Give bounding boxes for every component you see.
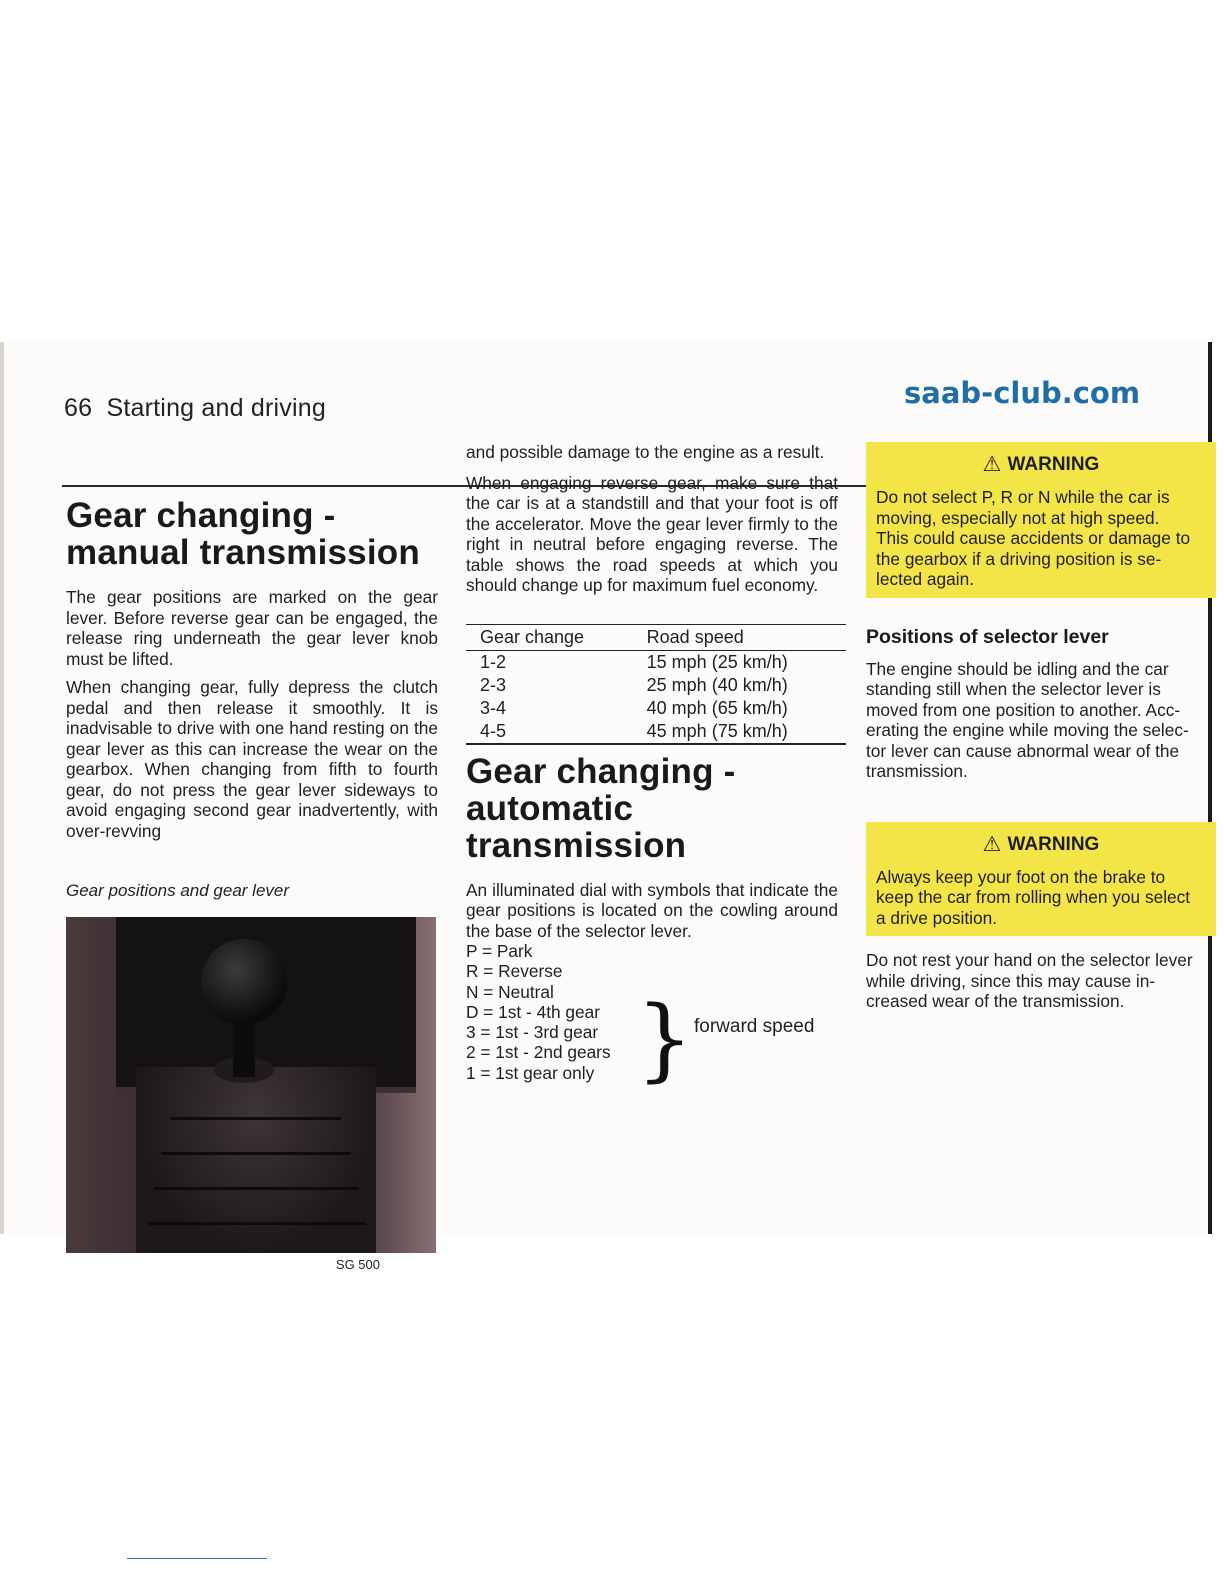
warning-triangle-icon: ⚠ [982,832,1002,856]
reverse-para: When engaging reverse gear, make sure that the car is at a standstill and that your foot is off the accelerator. Move the gear lever firmly to the right in neutral before engaging reverse. The table shows the road speeds at which you should change up for maximum fuel economy. [466,472,838,595]
automatic-para: An illuminated dial with symbols that indicate the gear positions is located on the cowling around the base of the selector lever. [466,879,838,941]
gear-knob-shape [201,939,287,1025]
table-row: 2-3 25 mph (40 km/h) [480,674,788,695]
brace-glyph: } [636,987,694,1092]
section-title: Starting and driving [106,394,326,422]
manual-page [0,342,1212,1272]
footer-line [127,1558,267,1559]
gear-speed-table [466,624,846,745]
selector-paragraph: The engine should be idling and the car standing still when the selector lever is moved from one position to another. Acc- erating the engine while moving the selec- tor lever can cause abnormal wear of the transmission. [866,658,1189,781]
list-item: P = Park [466,941,533,961]
table-header-speed: Road speed [633,624,846,650]
column-right [866,442,1216,1012]
automatic-title: Gear changing - automatic transmission [466,751,736,865]
final-paragraph: Do not rest your hand on the selector lever while driving, since this may cause in- creased wear of the transmission. [866,950,1193,1011]
warning-title: WARNING [1007,454,1100,475]
warning-box-2: ⚠ WARNING Always keep your foot on the brake to keep the car from rolling when you select a drive position. [866,822,1216,937]
column-manual [66,497,438,1272]
warning-triangle-icon: ⚠ [982,453,1002,476]
page-number: 66 [64,394,93,422]
page-header [64,394,326,423]
table-row: 1-2 15 mph (25 km/h) [480,651,788,672]
table-row: 4-5 45 mph (75 km/h) [480,720,788,741]
manual-para-1: The gear positions are marked on the gear lever. Before reverse gear can be engaged, the release ring underneath the gear lever knob must be lifted. [66,587,438,669]
list-item: 2 = 1st - 2nd gears [466,1042,611,1063]
photo-code: SG 500 [335,1257,380,1272]
list-item: 1 = 1st gear only [466,1062,595,1083]
gear-position-list [466,941,838,1092]
list-item: 3 = 1st - 3rd gear [466,1022,599,1043]
manual-para-2: When changing gear, fully depress the clutch pedal and then release it smoothly. It is inadvisable to drive with one hand resting on the gear lever as this can increase the wear on the gearbox. When changing from fifth to fourth gear, do not press the gear lever sideways to avoid engaging second gear inadvertently, with over-revving [66,677,438,841]
site-watermark: saab-club.com [904,376,1141,410]
warning-box-1: ⚠ WARNING Do not select P, R or N while the car is moving, especially not at high speed. This could cause accidents or damage to the gearbox if a driving position is se- lected again. [866,442,1216,598]
gear-boot-shape [136,1067,376,1253]
lever-stem-shape [233,1017,255,1077]
list-item: N = Neutral [466,981,554,1002]
table-header-gear: Gear change [466,624,633,650]
column-middle [466,442,838,1092]
photo-caption: Gear positions and gear lever [66,881,290,900]
manual-title: Gear changing - manual transmission [66,496,420,572]
selector-subheading: Positions of selector lever [866,625,1109,648]
list-item: R = Reverse [466,961,563,982]
gear-lever-photo [66,917,436,1253]
forward-speed-label: forward speed [694,1016,815,1037]
list-item: D = 1st - 4th gear [466,1001,600,1022]
warning-title: WARNING [1007,833,1100,855]
continued-para: and possible damage to the engine as a result. [466,442,825,462]
table-row: 3-4 40 mph (65 km/h) [480,697,788,718]
